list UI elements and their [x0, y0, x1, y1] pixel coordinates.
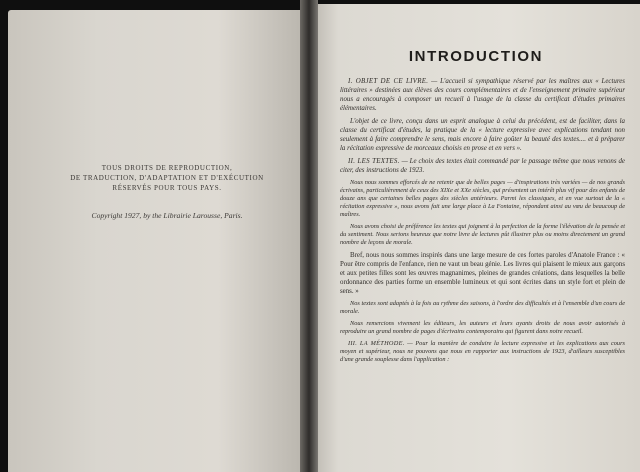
- paragraph: [340, 179, 625, 219]
- paragraph-text: Nos textes sont adaptés à la fois au rythme des saisons, à l'ordre des difficultés et à l'ensemble d'un cours de morale.: [340, 300, 625, 315]
- introduction-body: [340, 77, 625, 368]
- rights-line: DE TRADUCTION, D'ADAPTATION ET D'EXÉCUTION: [70, 174, 264, 182]
- section-title: II. LES TEXTES.: [348, 158, 400, 165]
- paragraph: [340, 251, 625, 296]
- section-title: III. LA MÉTHODE.: [348, 340, 405, 347]
- paragraph-text: Nous remercions vivement les éditeurs, les auteurs et leurs ayants droits de nous avoir autorisés à reproduire un grand nombre de pages d'écrivains contemporains qui figurent dans notre recueil.: [340, 320, 625, 335]
- paragraph: [340, 300, 625, 316]
- page-title: INTRODUCTION: [408, 48, 544, 65]
- left-page: [8, 10, 308, 472]
- paragraph-text: — Pour la manière de conduire la lecture expressive et les explications aux cours moyen et supérieur, nous ne pouvons que nous en rapporter aux instructions de 1923, d'ailleurs susceptibles d'une grande souplesse dans l'application :: [340, 340, 625, 363]
- paragraph-text: Nous nous sommes efforcés de ne retenir que de belles pages — d'inspirations très variées — de nos grands écrivains, particulièrement de ceux des XIXe et XXe siècles, qui présentent un intérêt plus vif pour des enfants de douze ans que certaines belles pages des siècles antérieurs. Parmi les classiques, et en vue surtout de la « récitation expressive », nous avons fait une large place à La Fontaine, répondant ainsi au vœu de beaucoup de maîtres.: [340, 179, 625, 218]
- paragraph-text: — L'accueil si sympathique réservé par les maîtres aux « Lectures littéraires » destinées aux élèves des cours complémentaires et de l'enseignement primaire supérieur nous a encouragés à composer un recueil à l'usage de la classe du certificat d'études primaires élémentaires.: [340, 78, 625, 112]
- paragraph: [340, 320, 625, 336]
- paragraph: [340, 117, 625, 153]
- paragraph: [340, 223, 625, 247]
- paragraph-text: Bref, nous nous sommes inspirés dans une large mesure de ces fortes paroles d'Anatole France : « Pour être compris de l'enfance, rien ne vaut un beau génie. Les livres qui plaisent le mieux aux garçons et aux petites filles sont les œuvres magnanimes, pleines de grandes créations, dans lesquelles la belle ordonnance des parties forme un ensemble lumineux et qui sont écrites dans un style fort et plein de sens. »: [340, 252, 625, 295]
- rights-line: TOUS DROITS DE REPRODUCTION,: [101, 164, 233, 172]
- paragraph-text: — Le choix des textes était commandé par le passage même que nous venons de citer, des instructions de 1923.: [340, 158, 625, 174]
- rights-line: RÉSERVÉS POUR TOUS PAYS.: [112, 184, 222, 192]
- paragraph-text: Nous avons choisi de préférence les textes qui joignent à la perfection de la forme l'élévation de la pensée et du sentiment. Nous serions heureux que notre livre de lectures pût illustrer plus ou moins directement un grand nombre de leçons de morale.: [340, 223, 625, 246]
- paragraph-text: L'objet de ce livre, conçu dans un esprit analogue à celui du précédent, est de faciliter, dans la classe du certificat d'études, la pratique de la « lecture expressive avec explications tendant non seulement à faire comprendre le sens, mais encore à faire goûter la beauté des textes.... et à préparer la récitation expressive de morceaux choisis en prose et en vers ».: [340, 118, 625, 152]
- paragraph: [340, 77, 625, 113]
- book-gutter: [300, 0, 318, 472]
- copyright-notice: Copyright 1927, by the Librairie Larousse, Paris.: [91, 211, 243, 220]
- section-title: I. OBJET DE CE LIVRE.: [348, 78, 429, 85]
- rights-notice: [42, 163, 292, 193]
- paragraph: [340, 157, 625, 175]
- paragraph: [340, 340, 625, 364]
